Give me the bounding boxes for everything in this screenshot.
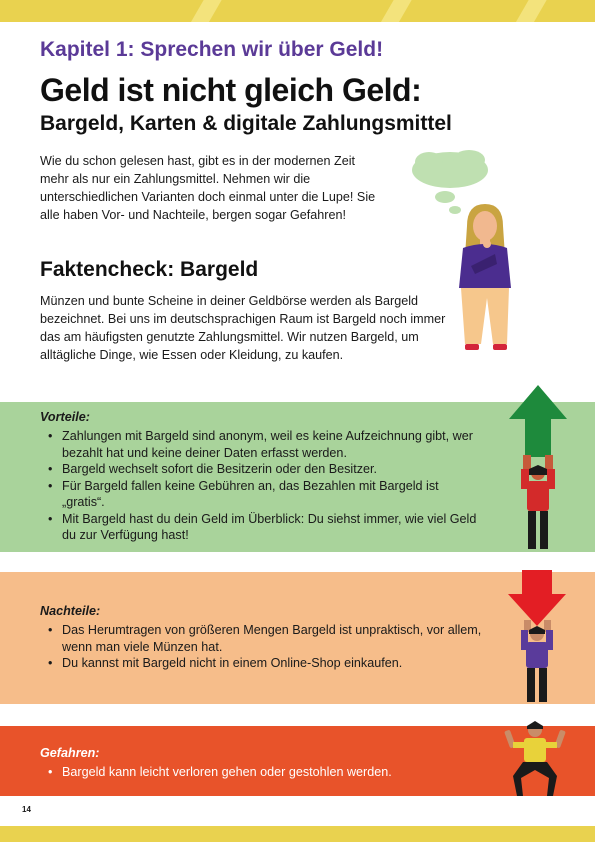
- person-green-arrow-illustration: [505, 385, 575, 553]
- section-paragraph: Münzen und bunte Scheine in deiner Geldbörse werden als Bargeld bezeichnet. Bei uns im deutschsprachigen Raum ist Bargeld noch immer das am häufigsten genutzte Zahlungsmittel. Wir nutzen Bargeld, um alltägliche Dinge, wie Essen oder Kleidung, zu kaufen.: [40, 294, 446, 362]
- list-item: • Mit Bargeld hast du dein Geld im Überblick: Du siehst immer, wie viel Geld du zur Verfügung hast!: [48, 511, 478, 544]
- list-item: • Zahlungen mit Bargeld sind anonym, weil es keine Aufzeichnung gibt, wer bezahlt hat und keine deiner Daten erfasst werden.: [48, 428, 478, 461]
- dangers-label: Gefahren:: [40, 746, 100, 760]
- advantages-label: Vorteile:: [40, 410, 90, 424]
- list-item: • Du kannst mit Bargeld nicht in einem Online-Shop einkaufen.: [48, 655, 488, 672]
- advantages-list: [48, 428, 478, 544]
- disadvantages-list: [48, 622, 488, 672]
- dangers-list: [48, 764, 392, 781]
- squatting-man-illustration: [505, 716, 565, 798]
- arrow-down-icon: [508, 570, 566, 626]
- disadvantages-box: [0, 572, 595, 704]
- page-subtitle: Bargeld, Karten & digitale Zahlungsmittel: [40, 112, 452, 135]
- thought-bubble-icon: [412, 150, 488, 214]
- chapter-kicker: Kapitel 1: Sprechen wir über Geld!: [40, 38, 384, 61]
- person-red-arrow-illustration: [508, 570, 578, 704]
- page-title: Geld ist nicht gleich Geld:: [40, 72, 422, 108]
- list-item: • Das Herumtragen von größeren Mengen Bargeld ist unpraktisch, vor allem, wenn man viele Münzen hat.: [48, 622, 488, 655]
- page-number: 14: [22, 805, 31, 814]
- section-heading: Faktencheck: Bargeld: [40, 258, 259, 281]
- disadvantages-label: Nachteile:: [40, 604, 101, 618]
- intro-paragraph: Wie du schon gelesen hast, gibt es in der modernen Zeit mehr als nur ein Zahlungsmittel. Nehmen wir die unterschiedlichen Varianten doch einmal unter die Lupe! Sie alle haben Vor- und Nachteile, bergen sogar Gefahren!: [40, 154, 376, 222]
- arrow-up-icon: [509, 385, 567, 457]
- list-item: • Bargeld kann leicht verloren gehen oder gestohlen werden.: [48, 764, 392, 781]
- list-item: • Bargeld wechselt sofort die Besitzerin oder den Besitzer.: [48, 461, 478, 478]
- top-decor-band: [0, 0, 595, 22]
- thinking-woman-illustration: [405, 148, 545, 370]
- list-item: • Für Bargeld fallen keine Gebühren an, das Bezahlen mit Bargeld ist „gratis“.: [48, 478, 478, 511]
- bottom-decor-band: [0, 826, 595, 842]
